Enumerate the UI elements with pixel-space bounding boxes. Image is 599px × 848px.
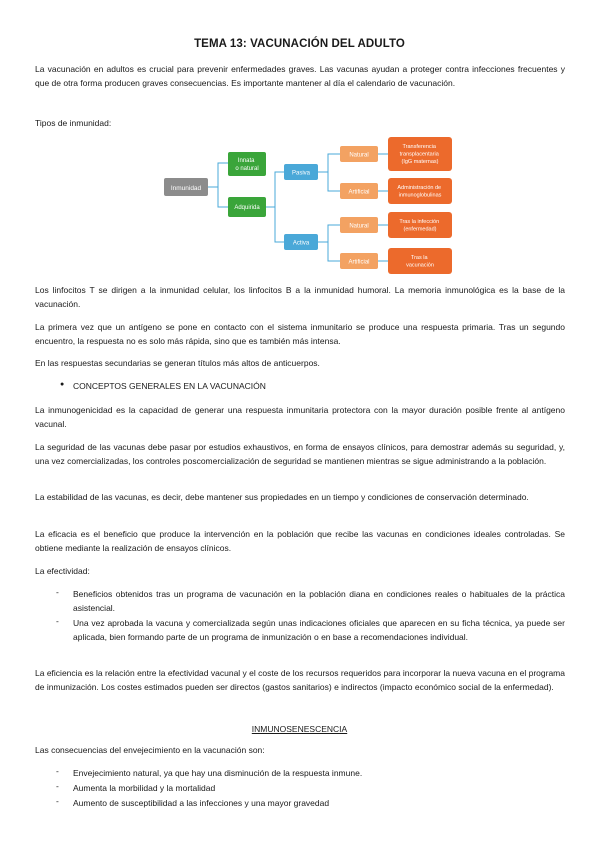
node-inmunidad-label: Inmunidad [170,185,202,192]
leaf-transferencia-line2: transplacentaria [399,151,439,158]
leaf-infeccion-line1: Tras la infección [399,219,440,225]
intro-paragraph: La vacunación en adultos es crucial para prevenir enfermedades graves. Las vacunas ayudan a proteger contra infecciones frecuentes y que de otra forma producen graves consecuencias. Es importante mantener al día el calendario de vacunación. [35,64,565,89]
dash-marker: - [56,781,59,791]
consecuencias-item-1: Envejecimiento natural, ya que hay una disminución de la respuesta inmune. [73,768,363,778]
section-heading-inmunosenescencia: INMUNOSENESCENCIA [251,724,348,734]
node-innata-line1: Innata [237,158,255,164]
leaf-infeccion-line2: (enfermedad) [403,226,437,233]
leaf-administracion-line2: inmunoglobulinas [398,192,442,199]
bullet-dot: ● [60,381,65,388]
svg-text:Administración de inmuno [397,185,442,199]
paragraph-inmunogenicidad: La inmunogenicidad es la capacidad de generar una respuesta inmunitaria protectora con la mayor duración posible frente al antígeno vacunal. [35,405,565,430]
leaf-infeccion [388,212,452,238]
page-title: TEMA 13: VACUNACIÓN DEL ADULTO [194,38,405,50]
tipos-label: Tipos de inmunidad: [35,118,112,128]
node-activa-label: Activa [292,240,310,247]
leaf-transferencia-line3: (IgG maternas) [401,159,439,165]
paragraph-estabilidad: La estabilidad de las vacunas, es decir, debe mantener sus propiedades en un tiempo y condiciones de conservación determinado. [35,492,529,502]
leaf-vacunacion [388,248,452,274]
svg-text:Transferencia transplace [400,144,441,165]
leaf-administracion [388,178,452,204]
efectividad-item-1: Beneficios obtenidos tras un programa de vacunación en la población diana en condiciones reales o habituales de la práctica asistencial. [73,589,565,614]
dash-marker: - [56,766,59,776]
paragraph-seguridad: La seguridad de las vacunas debe pasar por estudios exhaustivos, en forma de ensayos clínicos, para demostrar además su seguridad, y, una vez comercializadas, los controles poscomercialización de seguridad se mantienen mientras se sigue administrando a la población. [35,442,565,467]
dash-marker: - [56,796,59,806]
paragraph-primaria: La primera vez que un antígeno se pone en contacto con el sistema inmunitario se produce una respuesta primaria. Tras un segundo encuentro, la respuesta no es solo más rápida, sino que es también más intensa. [35,322,565,347]
paragraph-eficiencia: La eficiencia es la relación entre la efectividad vacunal y el coste de los recursos requeridos para incorporar la nueva vacuna en el programa de inmunización. Los costes estimados pueden ser directos (gastos sanitarios) e indirectos (impacto económico social de la enfermedad). [35,668,565,693]
paragraph-linfocitos: Los linfocitos T se dirigen a la inmunidad celular, los linfocitos B a la inmunidad humoral. La memoria inmunológica es la base de la vacunación. [35,285,565,310]
leaf-vacunacion-line1: Tras la [410,255,428,261]
node-pasiva-label: Pasiva [291,170,311,177]
consecuencias-item-3: Aumento de susceptibilidad a las infecciones y una mayor gravedad [73,798,330,808]
leaf-administracion-line1: Administración de [397,185,442,191]
node-adquirida-label: Adquirida [234,205,260,211]
node-artificial-activa-label: Artificial [348,259,370,266]
node-artificial-pasiva-label: Artificial [348,189,370,196]
node-natural-activa-label: Natural [349,223,369,230]
node-natural-pasiva-label: Natural [349,152,369,159]
leaf-transferencia-line1: Transferencia [402,144,436,150]
efectividad-label: La efectividad: [35,566,90,576]
bullet-conceptos: CONCEPTOS GENERALES EN LA VACUNACIÓN [73,381,266,391]
paragraph-eficacia: La eficacia es el beneficio que produce la intervención en la población que recibe las vacunas en condiciones ideales controladas. Se obtiene mediante la realización de ensayos clínicos. [35,529,565,554]
efectividad-item-2: Una vez aprobada la vacuna y comercializada según unas indicaciones oficiales que aparecen en su ficha técnica, ya puede ser aplicada, bien formando parte de un programa de inmunización o en base a recomendaciones individual. [73,618,565,643]
node-innata [228,152,266,176]
dash-marker: - [56,587,59,597]
leaf-vacunacion-line2: vacunación [406,262,434,269]
consecuencias-label: Las consecuencias del envejecimiento en la vacunación son: [35,745,265,755]
paragraph-secundarias: En las respuestas secundarias se generan títulos más altos de anticuerpos. [35,358,320,368]
node-innata-line2: o natural [235,166,259,172]
consecuencias-item-2: Aumenta la morbilidad y la mortalidad [73,783,216,793]
immunity-diagram [160,134,460,276]
svg-text:Tras la infección (enfer [399,219,440,233]
dash-marker: - [56,616,59,626]
